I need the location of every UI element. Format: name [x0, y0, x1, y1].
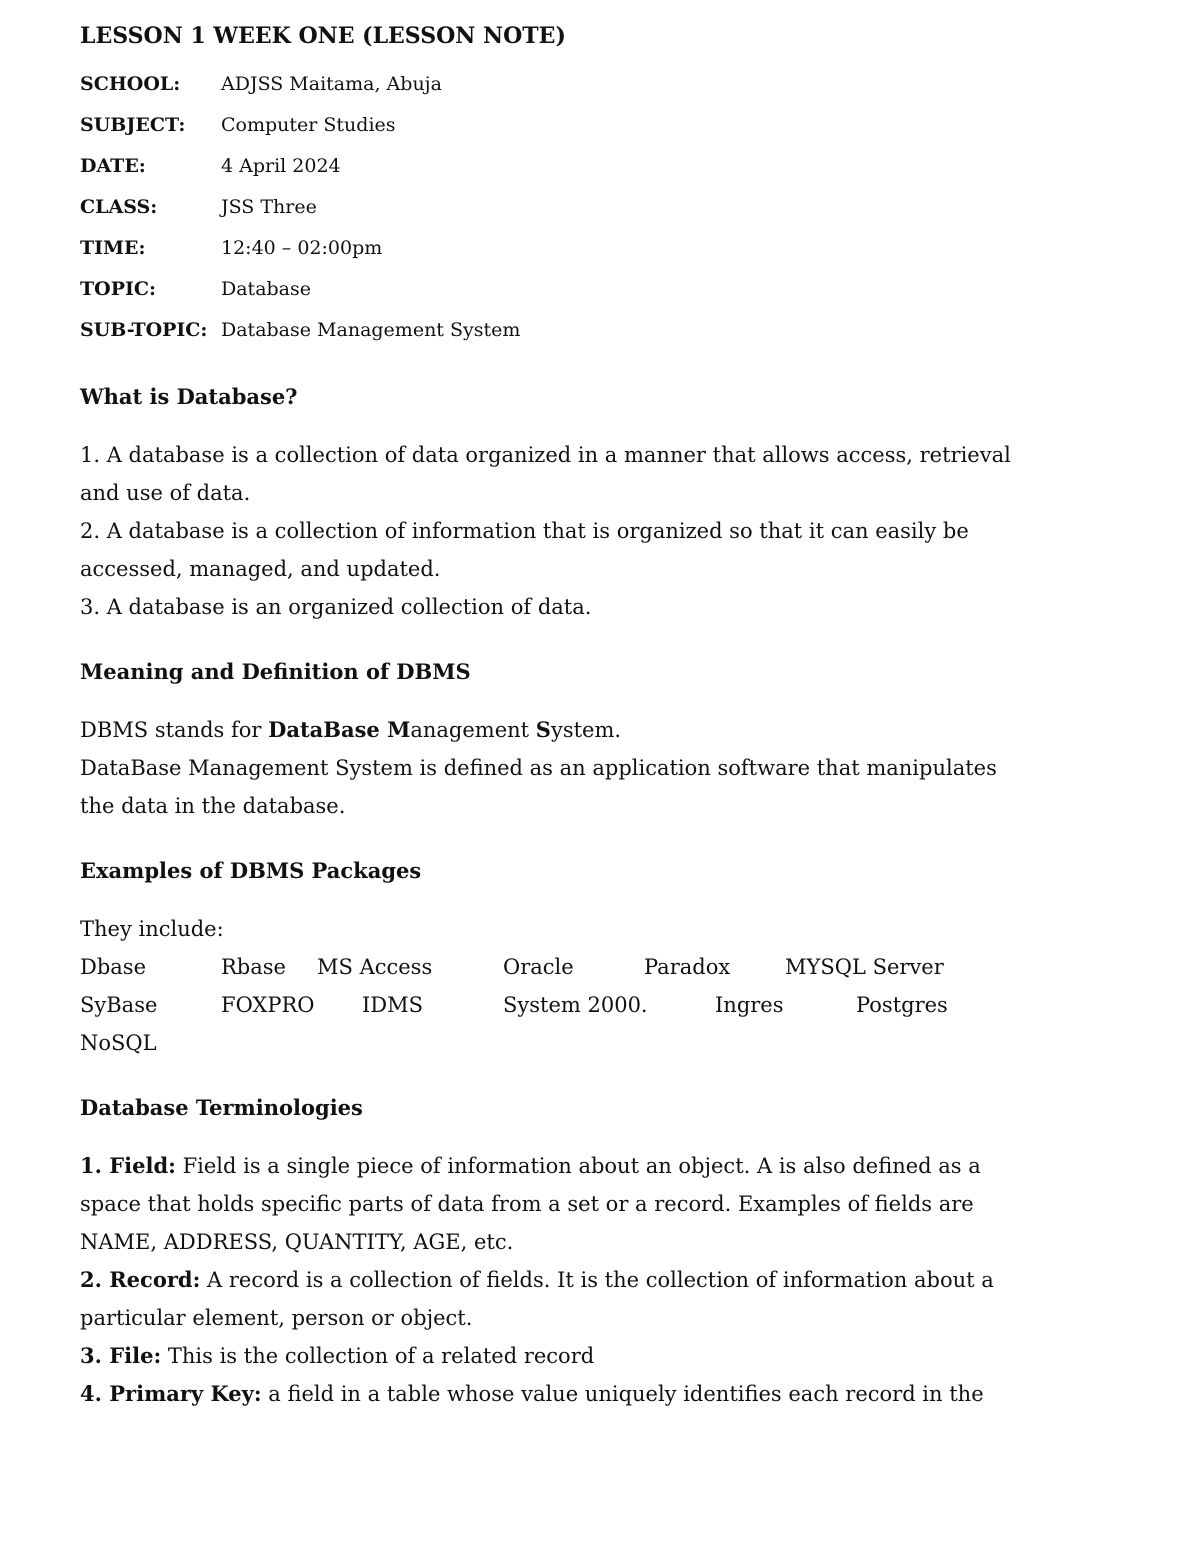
section-heading: Meaning and Definition of DBMS	[80, 659, 471, 684]
section-heading: What is Database?	[80, 384, 298, 409]
package-row	[80, 986, 1120, 1024]
text-run: This is the collection of a related record	[161, 1344, 595, 1368]
spacer	[80, 351, 1120, 378]
meta-value: 12:40 – 02:00pm	[221, 237, 383, 259]
paragraph-line	[80, 1375, 1120, 1413]
meta-label: TIME:	[80, 237, 146, 259]
meta-row-time	[80, 228, 1120, 269]
section-heading: Examples of DBMS Packages	[80, 858, 422, 883]
meta-label: SUBJECT:	[80, 114, 186, 136]
text-run: anagement	[410, 718, 536, 742]
meta-value: 4 April 2024	[221, 155, 341, 177]
meta-value: Database	[221, 278, 312, 300]
meta-value: ADJSS Maitama, Abuja	[221, 73, 442, 95]
lesson-title: LESSON 1 WEEK ONE (LESSON NOTE)	[80, 23, 566, 49]
meta-label: DATE:	[80, 155, 146, 177]
paragraph-line: They include:	[80, 917, 224, 941]
text-run: A record is a collection of fields. It is the collection of information about a	[200, 1268, 994, 1292]
paragraph-line: the data in the database.	[80, 794, 346, 818]
lesson-meta	[80, 64, 1120, 351]
spacer	[80, 825, 1120, 852]
meta-row-school	[80, 64, 1120, 105]
spacer	[80, 626, 1120, 653]
package-item: System 2000.	[503, 993, 648, 1017]
meta-value: JSS Three	[221, 196, 317, 218]
paragraph-line	[80, 1147, 1120, 1185]
text-run: ystem.	[550, 718, 622, 742]
package-item: IDMS	[362, 993, 424, 1017]
meta-row-subtopic	[80, 310, 1120, 351]
package-row	[80, 1024, 1120, 1062]
term-label: 4. Primary Key:	[80, 1381, 262, 1406]
paragraph-line: 1. A database is a collection of data organized in a manner that allows access, retrieval	[80, 443, 1011, 467]
text-run: DBMS stands for	[80, 718, 269, 742]
package-item: Postgres	[856, 993, 948, 1017]
paragraph-line: accessed, managed, and updated.	[80, 557, 441, 581]
paragraph-line: particular element, person or object.	[80, 1306, 473, 1330]
meta-value: Computer Studies	[221, 114, 396, 136]
meta-row-topic	[80, 269, 1120, 310]
paragraph-line	[80, 711, 1120, 749]
package-row	[80, 948, 1120, 986]
paragraph-line: DataBase Management System is defined as an application software that manipulates	[80, 756, 997, 780]
paragraph-line	[80, 1261, 1120, 1299]
package-item: Dbase	[80, 955, 147, 979]
paragraph-line: 2. A database is a collection of information that is organized so that it can easily be	[80, 519, 969, 543]
paragraph-line: space that holds specific parts of data from a set or a record. Examples of fields are	[80, 1192, 974, 1216]
term-label: 2. Record:	[80, 1267, 201, 1292]
term-label: 3. File:	[80, 1343, 162, 1368]
section-heading: Database Terminologies	[80, 1095, 363, 1120]
package-item: Rbase	[221, 955, 286, 979]
package-item: Paradox	[644, 955, 731, 979]
package-item: MYSQL Server	[785, 955, 944, 979]
text-run-bold: S	[535, 717, 551, 742]
paragraph-line: 3. A database is an organized collection of data.	[80, 595, 592, 619]
text-run: a field in a table whose value uniquely identifies each record in the	[261, 1382, 984, 1406]
package-item: Ingres	[715, 993, 784, 1017]
spacer	[80, 1062, 1120, 1089]
package-item: NoSQL	[80, 1031, 157, 1055]
meta-label: TOPIC:	[80, 278, 156, 300]
meta-value: Database Management System	[221, 319, 521, 341]
term-label: 1. Field:	[80, 1153, 176, 1178]
package-item: MS Access	[317, 955, 433, 979]
meta-label: SCHOOL:	[80, 73, 181, 95]
text-run: Field is a single piece of information about an object. A is also defined as a	[175, 1154, 981, 1178]
paragraph-line: and use of data.	[80, 481, 251, 505]
spacer	[80, 691, 1120, 711]
spacer	[80, 890, 1120, 910]
text-run-bold: DataBase M	[268, 717, 411, 742]
paragraph-line: NAME, ADDRESS, QUANTITY, AGE, etc.	[80, 1230, 514, 1254]
meta-row-class	[80, 187, 1120, 228]
meta-label: CLASS:	[80, 196, 158, 218]
paragraph-line	[80, 1337, 1120, 1375]
meta-row-date	[80, 146, 1120, 187]
package-item: FOXPRO	[221, 993, 315, 1017]
package-item: SyBase	[80, 993, 158, 1017]
meta-row-subject	[80, 105, 1120, 146]
spacer	[80, 1127, 1120, 1147]
meta-label: SUB-TOPIC:	[80, 319, 208, 341]
package-item: Oracle	[503, 955, 574, 979]
spacer	[80, 416, 1120, 436]
